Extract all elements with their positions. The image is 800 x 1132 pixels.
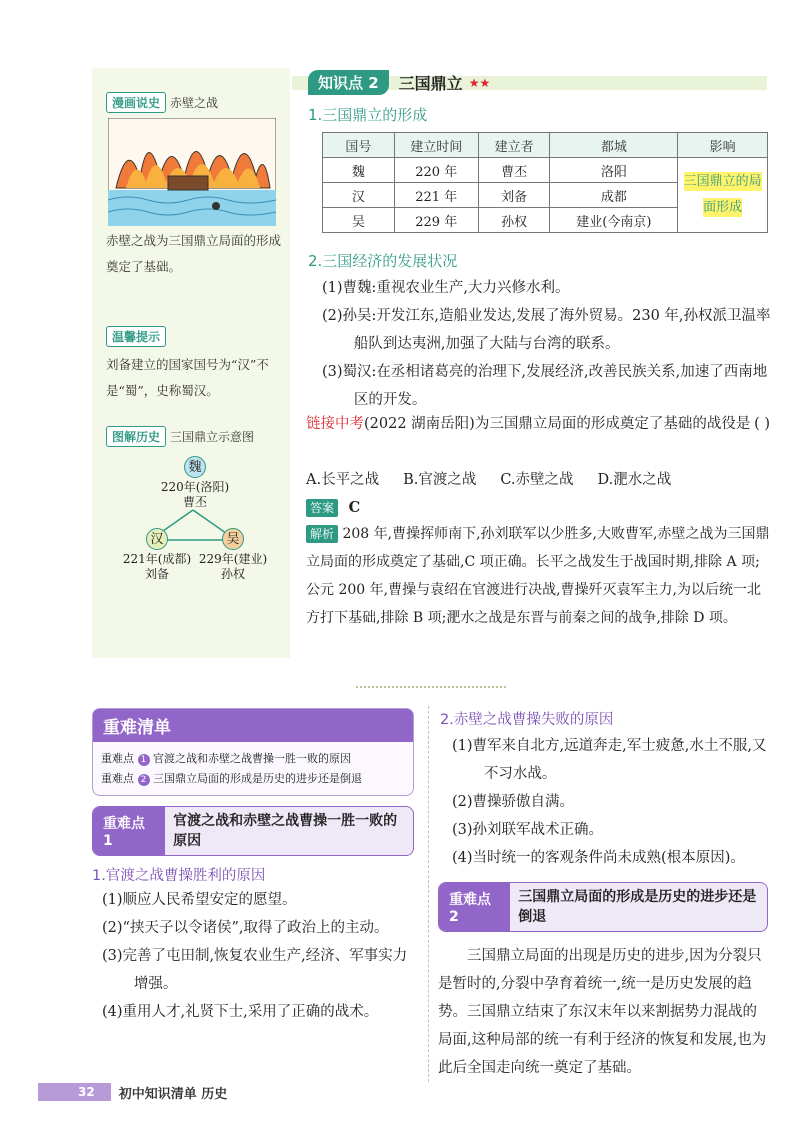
kp2-title: 三国鼎立 bbox=[398, 74, 463, 93]
han-year: 221年(成都) bbox=[122, 552, 192, 566]
key-point-item bbox=[93, 748, 413, 768]
wu-year: 229年(建业) bbox=[198, 552, 268, 566]
answer-label: 答案 bbox=[306, 499, 338, 517]
diagram-heading bbox=[106, 426, 254, 447]
wu-founder: 孙权 bbox=[220, 567, 245, 581]
kp2-badge: 知识点 2 bbox=[308, 70, 389, 95]
tip-tag: 温馨提示 bbox=[106, 326, 166, 347]
column-divider bbox=[428, 706, 429, 1082]
table-cell: 洛阳 bbox=[550, 158, 678, 183]
list-item: (2)曹操骄傲自满。 bbox=[452, 794, 575, 810]
chibi-title: 2.赤壁之战曹操失败的原因 bbox=[440, 712, 614, 728]
wu-circle: 吴 bbox=[222, 528, 244, 550]
sidebar bbox=[92, 68, 290, 658]
table-cell: 刘备 bbox=[478, 183, 550, 208]
key-point-2-title: 三国鼎立局面的形成是历史的进步还是倒退 bbox=[518, 889, 757, 925]
key-point-label: 重难点 bbox=[101, 772, 134, 785]
explanation-label: 解析 bbox=[306, 525, 338, 543]
wei-founder: 曹丕 bbox=[182, 495, 207, 509]
impact-cell bbox=[678, 158, 768, 233]
key-point-2-badge: 重难点 2 bbox=[439, 883, 510, 931]
exam-question bbox=[306, 410, 770, 438]
list-item: (1)曹军来自北方,远道奔走,军士疲惫,水土不服,又不习水战。 bbox=[452, 738, 767, 782]
comic-heading bbox=[106, 92, 218, 113]
table-cell: 建业(今南京) bbox=[550, 208, 678, 233]
key-point-number: 1 bbox=[138, 754, 150, 766]
key-point-text: 三国鼎立局面的形成是历史的进步还是倒退 bbox=[153, 772, 362, 785]
table-cell: 221 年 bbox=[394, 183, 478, 208]
key-point-2-text: 三国鼎立局面的出现是历史的进步,因为分裂只是暂时的,分裂中孕育着统一,统一是历史发展的趋势。三国鼎立结束了东汉末年以来割据势力混战的局面,这种局部的统一有利于经济的恢复和发展,也为此后全国走向统一奠定了基础。 bbox=[438, 948, 767, 1076]
list-item: (3)孙刘联军战术正确。 bbox=[452, 822, 604, 838]
table-cell: 229 年 bbox=[394, 208, 478, 233]
comic-tag: 漫画说史 bbox=[106, 92, 166, 113]
kp2-section2-title: 2.三国经济的发展状况 bbox=[308, 252, 458, 270]
col-header: 国号 bbox=[323, 133, 395, 158]
diagram-tag: 图解历史 bbox=[106, 426, 166, 447]
key-points-list bbox=[92, 708, 414, 796]
list-item: (3)完善了屯田制,恢复农业生产,经济、军事实力增强。 bbox=[102, 948, 408, 992]
answer-paren: ( ) bbox=[754, 416, 770, 432]
answer-row bbox=[306, 494, 360, 522]
wei-year: 220年(洛阳) bbox=[160, 480, 230, 494]
table-cell: 魏 bbox=[323, 158, 395, 183]
list-item: (2)孙吴:开发江东,造船业发达,发展了海外贸易。230 年,孙权派卫温率船队到达夷洲,加强了大陆与台湾的联系。 bbox=[322, 308, 771, 352]
importance-stars: ★★ bbox=[468, 75, 491, 90]
han-founder: 刘备 bbox=[144, 567, 169, 581]
comic-title: 赤壁之战 bbox=[170, 96, 219, 110]
list-item: (2)“挟天子以令诸侯”,取得了政治上的主动。 bbox=[102, 920, 389, 936]
option-d: D.淝水之战 bbox=[597, 472, 672, 488]
answer-value: C bbox=[348, 499, 361, 516]
divider bbox=[356, 686, 506, 690]
table-cell: 220 年 bbox=[394, 158, 478, 183]
three-kingdoms-table bbox=[322, 132, 768, 233]
option-b: B.官渡之战 bbox=[403, 472, 477, 488]
guandu-title: 1.官渡之战曹操胜利的原因 bbox=[92, 868, 266, 884]
col-header: 建立者 bbox=[478, 133, 550, 158]
options-row bbox=[306, 466, 770, 494]
explanation-text: 208 年,曹操挥师南下,孙刘联军以少胜多,大败曹军,赤壁之战为三国鼎立局面的形成奠定了基础,C 项正确。长平之战发生于战国时期,排除 A 项;公元 200 年,曹操与袁绍在官渡进行决战,曹操歼灭袁军主力,为以后统一北方打下基础,排除 B 项;淝水之战是东晋与前秦之间的战争,排除 D 项。 bbox=[306, 526, 770, 626]
col-header: 影响 bbox=[678, 133, 768, 158]
table-row bbox=[323, 158, 768, 183]
diagram-title: 三国鼎立示意图 bbox=[170, 430, 255, 444]
han-circle: 汉 bbox=[146, 528, 168, 550]
page-number: 32 bbox=[38, 1083, 111, 1101]
table-cell: 成都 bbox=[550, 183, 678, 208]
key-point-2-header bbox=[438, 882, 768, 932]
list-item: (3)蜀汉:在丞相诸葛亮的治理下,发展经济,改善民族关系,加速了西南地区的开发。 bbox=[322, 364, 768, 408]
comic-caption: 赤壁之战为三国鼎立局面的形成奠定了基础。 bbox=[106, 233, 282, 274]
table-cell: 孙权 bbox=[478, 208, 550, 233]
question-text: (2022 湖南岳阳)为三国鼎立局面的形成奠定了基础的战役是 bbox=[364, 416, 751, 432]
key-point-item bbox=[93, 768, 413, 788]
key-point-1-title: 官渡之战和赤壁之战曹操一胜一败的原因 bbox=[173, 813, 398, 849]
table-cell: 汉 bbox=[323, 183, 395, 208]
key-point-number: 2 bbox=[138, 774, 150, 786]
list-item: (4)当时统一的客观条件尚未成熟(根本原因)。 bbox=[452, 850, 745, 866]
list-item: (4)重用人才,礼贤下士,采用了正确的战术。 bbox=[102, 1004, 379, 1020]
impact-highlight: 三国鼎立的局面形成 bbox=[683, 174, 762, 215]
economy-list bbox=[322, 274, 772, 414]
col-header: 都城 bbox=[550, 133, 678, 158]
chibi-list bbox=[452, 732, 770, 872]
tip-heading bbox=[106, 326, 166, 347]
page-footer bbox=[38, 1081, 227, 1103]
chibi-battle-illustration bbox=[108, 118, 276, 226]
wei-circle: 魏 bbox=[184, 456, 206, 478]
key-point-1-badge: 重难点 1 bbox=[93, 807, 165, 855]
key-points-title: 重难清单 bbox=[93, 709, 413, 742]
guandu-list bbox=[102, 886, 418, 1026]
kp2-section1-title: 1.三国鼎立的形成 bbox=[308, 106, 428, 124]
list-item: (1)曹魏:重视农业生产,大力兴修水利。 bbox=[322, 280, 570, 296]
key-point-1-header bbox=[92, 806, 414, 856]
book-title: 初中知识清单 历史 bbox=[118, 1086, 228, 1102]
kp2-heading bbox=[308, 70, 490, 95]
key-point-text: 官渡之战和赤壁之战曹操一胜一败的原因 bbox=[153, 752, 351, 765]
list-item: (1)顺应人民希望安定的愿望。 bbox=[102, 892, 297, 908]
tip-text: 刘备建立的国家国号为“汉”不是“蜀”，史称蜀汉。 bbox=[106, 357, 269, 398]
option-c: C.赤壁之战 bbox=[500, 472, 574, 488]
explanation bbox=[306, 520, 772, 632]
option-a: A.长平之战 bbox=[306, 472, 380, 488]
key-point-label: 重难点 bbox=[101, 752, 134, 765]
table-cell: 吴 bbox=[323, 208, 395, 233]
link-exam-label: 链接中考 bbox=[306, 416, 364, 432]
table-cell: 曹丕 bbox=[478, 158, 550, 183]
col-header: 建立时间 bbox=[394, 133, 478, 158]
